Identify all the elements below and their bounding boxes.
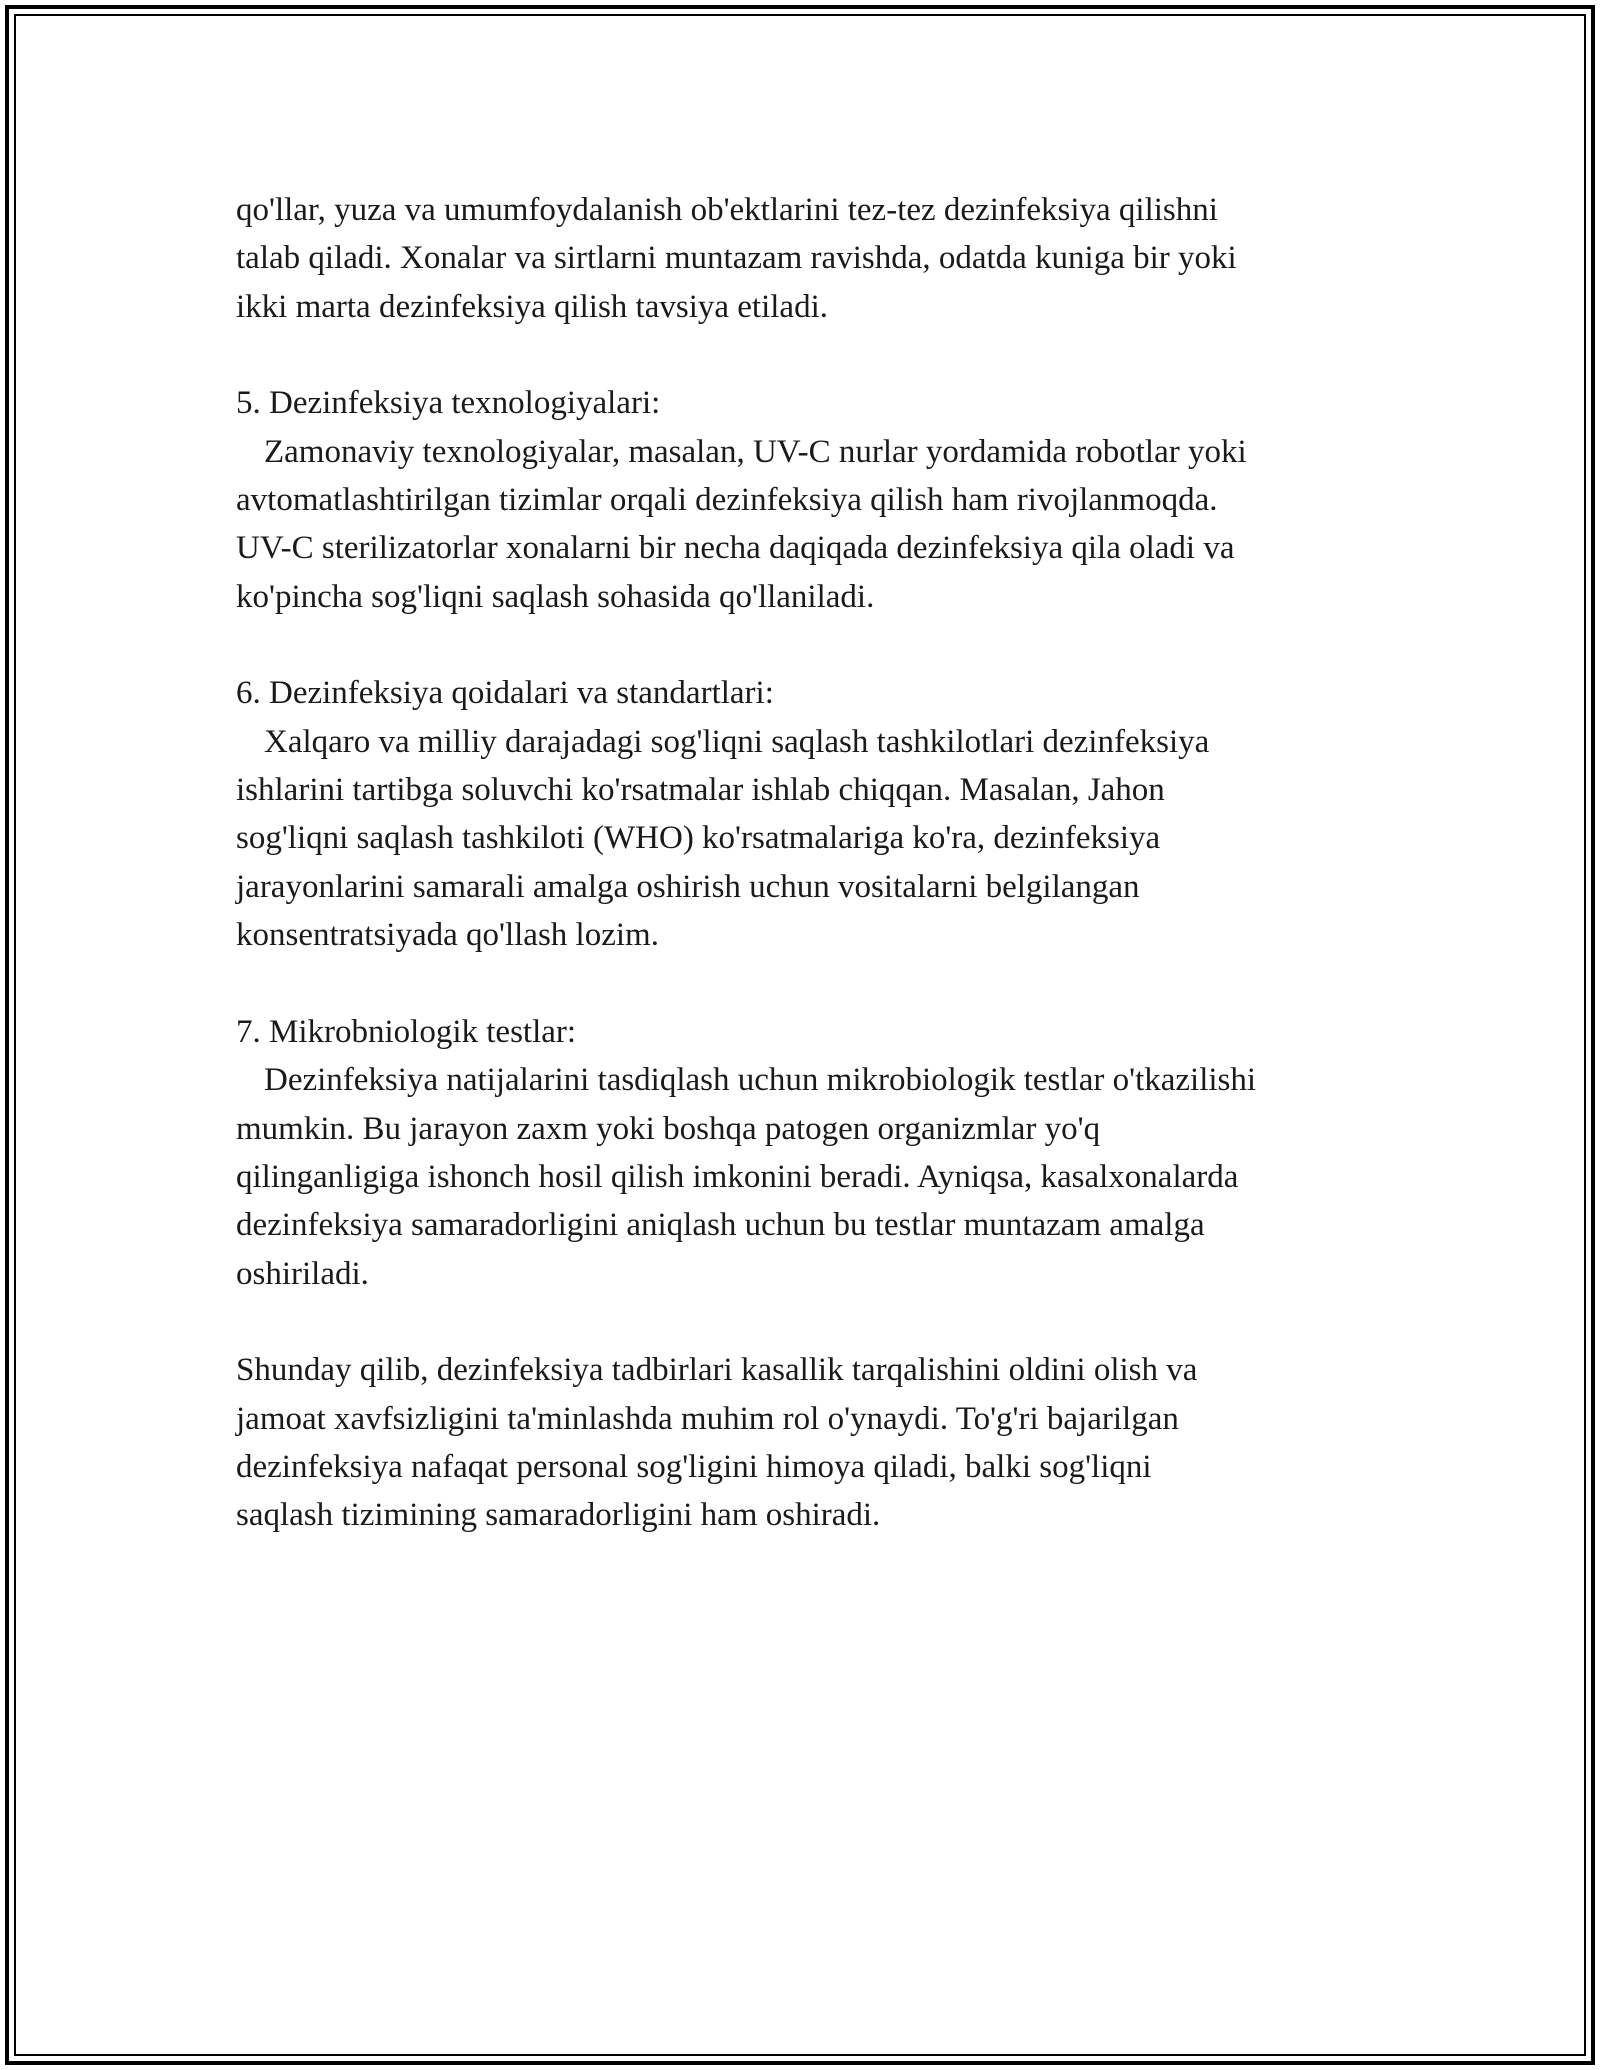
section-body: Xalqaro va milliy darajadagi sog'liqni saqlash tashkilotlari dezinfeksiya ishlarini tartibga soluvchi ko'rsatmalar ishlab chiqqan. Masalan, Jahon sog'liqni saqlash tashkiloti (WHO) ko'rsatmalariga ko'ra, dezinfeksiya jarayonlarini samarali amalga oshirish uchun vositalarni belgilangan konsentratsiyada qo'llash lozim. (236, 723, 1210, 954)
section-body: Zamonaviy texnologiyalar, masalan, UV-C nurlar yordamida robotlar yoki avtomatlashtirilgan tizimlar orqali dezinfeksiya qilish ham rivojlanmoqda. UV-C sterilizatorlar xonalarni bir necha daqiqada dezinfeksiya qila oladi va ko'pincha sog'liqni saqlash sohasida qo'llaniladi. (236, 433, 1247, 615)
section-heading: 5. Dezinfeksiya texnologiyalari: (236, 385, 661, 422)
section-microbiological-tests (236, 1008, 1376, 1298)
section-disinfection-rules-standards (236, 669, 1376, 959)
section-heading: 7. Mikrobniologik testlar: (236, 1013, 577, 1050)
section-disinfection-technologies (236, 379, 1376, 621)
section-body: Dezinfeksiya natijalarini tasdiqlash uchun mikrobiologik testlar o'tkazilishi mumkin. Bu jarayon zaxm yoki boshqa patogen organizmlar yo'q qilinganligiga ishonch hosil qilish imkonini beradi. Ayniqsa, kasalxonalarda dezinfeksiya samaradorligini aniqlash uchun bu testlar muntazam amalga oshiriladi. (236, 1062, 1257, 1292)
document-body (236, 186, 1376, 1540)
conclusion-paragraph: Shunday qilib, dezinfeksiya tadbirlari kasallik tarqalishini oldini olish va jamoat xavfsizligini ta'minlashda muhim rol o'ynaydi. To'g'ri bajarilgan dezinfeksiya nafaqat personal sog'ligini himoya qiladi, balki sog'liqni saqlash tizimining samaradorligini ham oshiradi. (236, 1352, 1198, 1534)
section-heading: 6. Dezinfeksiya qoidalari va standartlari: (236, 675, 774, 712)
intro-paragraph: qo'llar, yuza va umumfoydalanish ob'ektlarini tez-tez dezinfeksiya qilishni talab qiladi. Xonalar va sirtlarni muntazam ravishda, odatda kuniga bir yoki ikki marta dezinfeksiya qilish tavsiya etiladi. (236, 192, 1237, 325)
conclusion-section (236, 1346, 1376, 1540)
